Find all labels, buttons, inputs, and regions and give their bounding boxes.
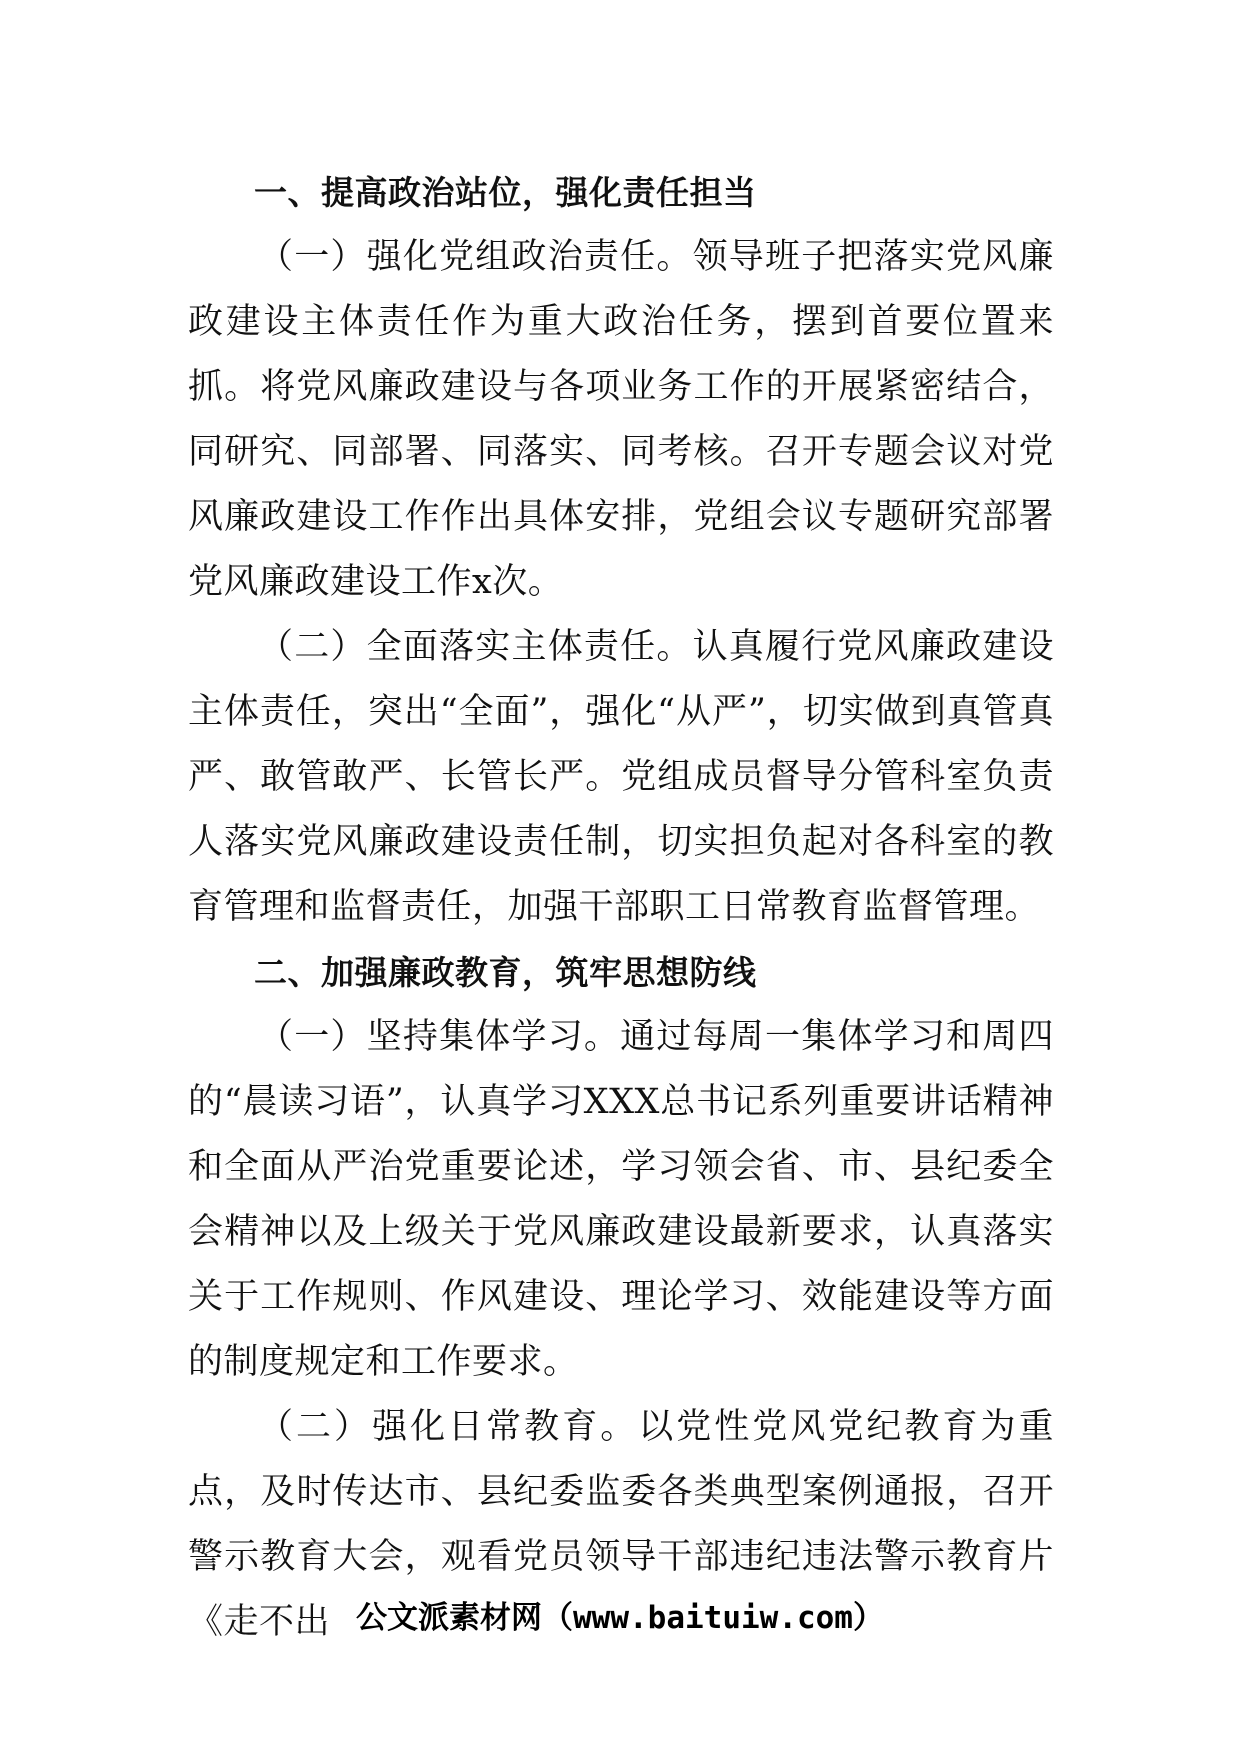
section-heading-2: 二、加强廉政教育，筑牢思想防线 xyxy=(254,953,757,992)
document-body xyxy=(188,160,1054,1655)
paragraph-3: （一）坚持集体学习。通过每周一集体学习和周四的“晨读习语”，认真学习XXX总书记系列重要讲话精神和全面从严治党重要论述，学习领会省、市、县纪委全会精神以及上级关于党风廉政建设最新要求，认真落实关于工作规则、作风建设、理论学习、效能建设等方面的制度规定和工作要求。 xyxy=(188,1017,1054,1382)
section-heading-1: 一、提高政治站位，强化责任担当 xyxy=(254,173,757,212)
paragraph-2: （二）全面落实主体责任。认真履行党风廉政建设主体责任，突出“全面”，强化“从严”，切实做到真管真严、敢管敢严、长管长严。党组成员督导分管科室负责人落实党风廉政建设责任制，切实担负起对各科室的教育管理和监督责任，加强干部职工日常教育监督管理。 xyxy=(188,627,1054,927)
footer-watermark: 公文派素材网（www.baituiw.com） xyxy=(356,1600,884,1636)
paragraph-4: （二）强化日常教育。以党性党风党纪教育为重点，及时传达市、县纪委监委各类典型案例通报，召开警示教育大会，观看党员领导干部违纪违法警示教育片《走不出 xyxy=(188,1407,1054,1642)
paragraph-1: （一）强化党组政治责任。领导班子把落实党风廉政建设主体责任作为重大政治任务，摆到首要位置来抓。将党风廉政建设与各项业务工作的开展紧密结合，同研究、同部署、同落实、同考核。召开专题会议对党风廉政建设工作作出具体安排，党组会议专题研究部署党风廉政建设工作x次。 xyxy=(188,237,1054,602)
